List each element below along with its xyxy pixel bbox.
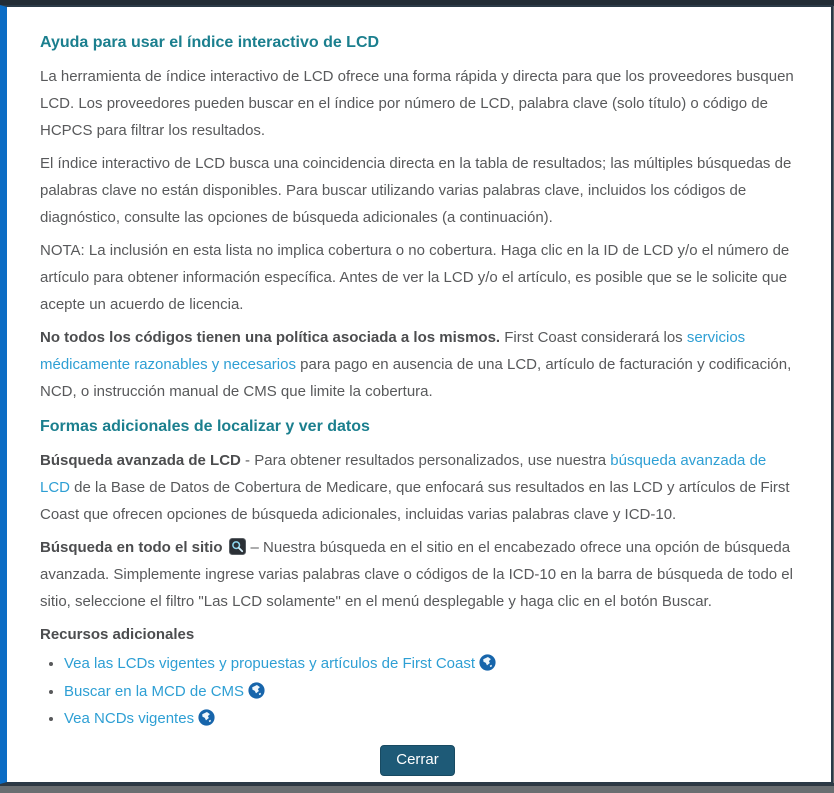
link-lcds-first-coast[interactable]: Vea las LCDs vigentes y propuestas y artículos de First Coast <box>64 655 476 672</box>
link-servicios-medicamente[interactable]: servicios médicamente razonables y necesarios <box>40 329 746 373</box>
resources-heading: Recursos adicionales <box>40 626 195 643</box>
policy-paragraph <box>40 324 795 405</box>
lcd-help-dialog <box>0 5 833 784</box>
dialog-body <box>7 7 831 782</box>
external-globe-icon <box>479 653 496 670</box>
policy-text-2: para pago en ausencia de una LCD, artículo de facturación y codificación, NCD, o instrucción manual de CMS que limite la cobertura. <box>40 356 792 400</box>
dialog-title: Ayuda para usar el índice interactivo de LCD <box>40 34 380 51</box>
additional-ways-heading: Formas adicionales de localizar y ver datos <box>40 418 370 435</box>
external-globe-icon <box>248 681 265 698</box>
advanced-search-bold-lead: Búsqueda avanzada de LCD <box>40 452 241 469</box>
nota-paragraph: NOTA: La inclusión en esta lista no implica cobertura o no cobertura. Haga clic en la ID de LCD y/o el número de artículo para obtener información específica. Antes de ver la LCD y/o el artículo, es posible que se le solicite que acepte un acuerdo de licencia. <box>40 242 790 313</box>
advanced-search-text-2: de la Base de Datos de Cobertura de Medicare, que enfocará sus resultados en las LCD y artículos de First Coast que ofrecen opciones de búsqueda adicionales, incluidas varias palabras clave y ICD-10. <box>40 479 790 523</box>
list-item <box>64 650 795 678</box>
external-globe-icon <box>198 708 215 725</box>
link-busqueda-avanzada-lcd[interactable]: búsqueda avanzada de LCD <box>40 452 767 496</box>
cerrar-button[interactable]: Cerrar <box>380 745 455 776</box>
site-search-paragraph <box>40 534 795 615</box>
list-item <box>64 705 795 733</box>
link-vea-ncds-vigentes[interactable]: Vea NCDs vigentes <box>64 710 195 727</box>
site-search-text: – Nuestra búsqueda en el sitio en el encabezado ofrece una opción de búsqueda avanzada. Simplemente ingrese varias palabras clave o códigos de la ICD-10 en la barra de búsqueda de todo el sitio, seleccione el filtro "Las LCD solamente" en el menú desplegable y haga clic en el botón Buscar. <box>40 539 793 610</box>
resources-list <box>40 650 795 733</box>
page-backdrop-bottom <box>0 783 834 793</box>
site-search-icon <box>229 537 246 554</box>
search-behavior-paragraph: El índice interactivo de LCD busca una coincidencia directa en la tabla de resultados; las múltiples búsquedas de palabras clave no están disponibles. Para buscar utilizando varias palabras clave, incluidos los códigos de diagnóstico, consulte las opciones de búsqueda adicionales (a continuación). <box>40 155 792 226</box>
policy-text-1: First Coast considerará los <box>500 329 687 346</box>
site-search-bold-lead: Búsqueda en todo el sitio <box>40 539 223 556</box>
dialog-footer <box>40 745 795 776</box>
advanced-search-text-1: - Para obtener resultados personalizados, use nuestra <box>240 452 611 469</box>
intro-paragraph: La herramienta de índice interactivo de LCD ofrece una forma rápida y directa para que los proveedores busquen LCD. Los proveedores pueden buscar en el índice por número de LCD, palabra clave (solo título) o código de HCPCS para filtrar los resultados. <box>40 68 794 139</box>
advanced-search-paragraph <box>40 447 795 528</box>
policy-bold-lead: No todos los códigos tienen una política asociada a los mismos. <box>40 329 501 346</box>
list-item <box>64 678 795 706</box>
link-buscar-mcd-cms[interactable]: Buscar en la MCD de CMS <box>64 682 245 700</box>
